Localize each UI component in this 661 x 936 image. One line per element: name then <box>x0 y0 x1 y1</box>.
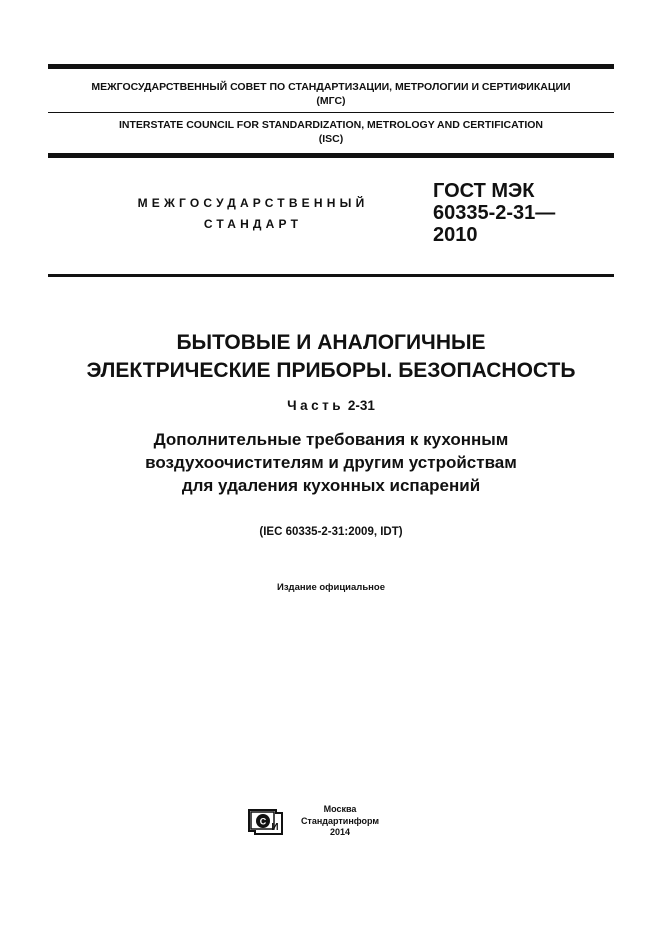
top-rule <box>48 64 614 69</box>
designation-line2: 60335-2-31— <box>433 202 556 224</box>
publisher-year: 2014 <box>329 827 351 837</box>
designation-line3: 2010 <box>433 224 478 246</box>
publisher-name: Стандартинформ <box>300 815 380 826</box>
svg-text:С: С <box>259 816 267 827</box>
part-value: 2-31 <box>347 398 375 413</box>
council-block-ru <box>48 80 614 108</box>
header-bottom-rule <box>48 274 614 277</box>
subtitle-line2: воздухоочистителям и другим устройствам <box>145 453 517 472</box>
council-name-en: INTERSTATE COUNCIL FOR STANDARDIZATION, METROLOGY AND CERTIFICATION <box>118 119 544 131</box>
document-title <box>48 329 614 385</box>
svg-text:И: И <box>271 822 279 833</box>
subtitle-line1: Дополнительные требования к кухонным <box>153 430 509 449</box>
council-name-ru: МЕЖГОСУДАРСТВЕННЫЙ СОВЕТ ПО СТАНДАРТИЗАЦИИ, МЕТРОЛОГИИ И СЕРТИФИКАЦИИ <box>91 81 571 93</box>
document-subtitle <box>48 428 614 497</box>
council-block-en <box>48 118 614 146</box>
council-abbr-en: (ISC) <box>318 133 344 145</box>
publisher-block <box>300 804 380 839</box>
standard-label-line2: СТАНДАРТ <box>203 217 303 231</box>
standard-label-line1: МЕЖГОСУДАРСТВЕННЫЙ <box>137 196 369 210</box>
standard-label <box>118 193 388 235</box>
part-number <box>48 398 614 414</box>
iec-reference: (IEC 60335-2-31:2009, IDT) <box>259 526 403 538</box>
council-abbr-ru: (МГС) <box>316 95 346 107</box>
title-line2: ЭЛЕКТРИЧЕСКИЕ ПРИБОРЫ. БЕЗОПАСНОСТЬ <box>86 359 576 382</box>
standard-designation <box>433 180 555 246</box>
standartinform-logo-icon <box>246 808 284 836</box>
title-line1: БЫТОВЫЕ И АНАЛОГИЧНЫЕ <box>176 331 486 354</box>
subtitle-line3: для удаления кухонных испарений <box>181 476 481 495</box>
publisher-city: Москва <box>323 804 357 814</box>
designation-line1: ГОСТ МЭК <box>433 180 535 202</box>
council-divider <box>48 112 614 113</box>
edition-note: Издание официальное <box>277 582 385 593</box>
council-bottom-rule <box>48 153 614 158</box>
part-label: Часть <box>287 398 345 413</box>
